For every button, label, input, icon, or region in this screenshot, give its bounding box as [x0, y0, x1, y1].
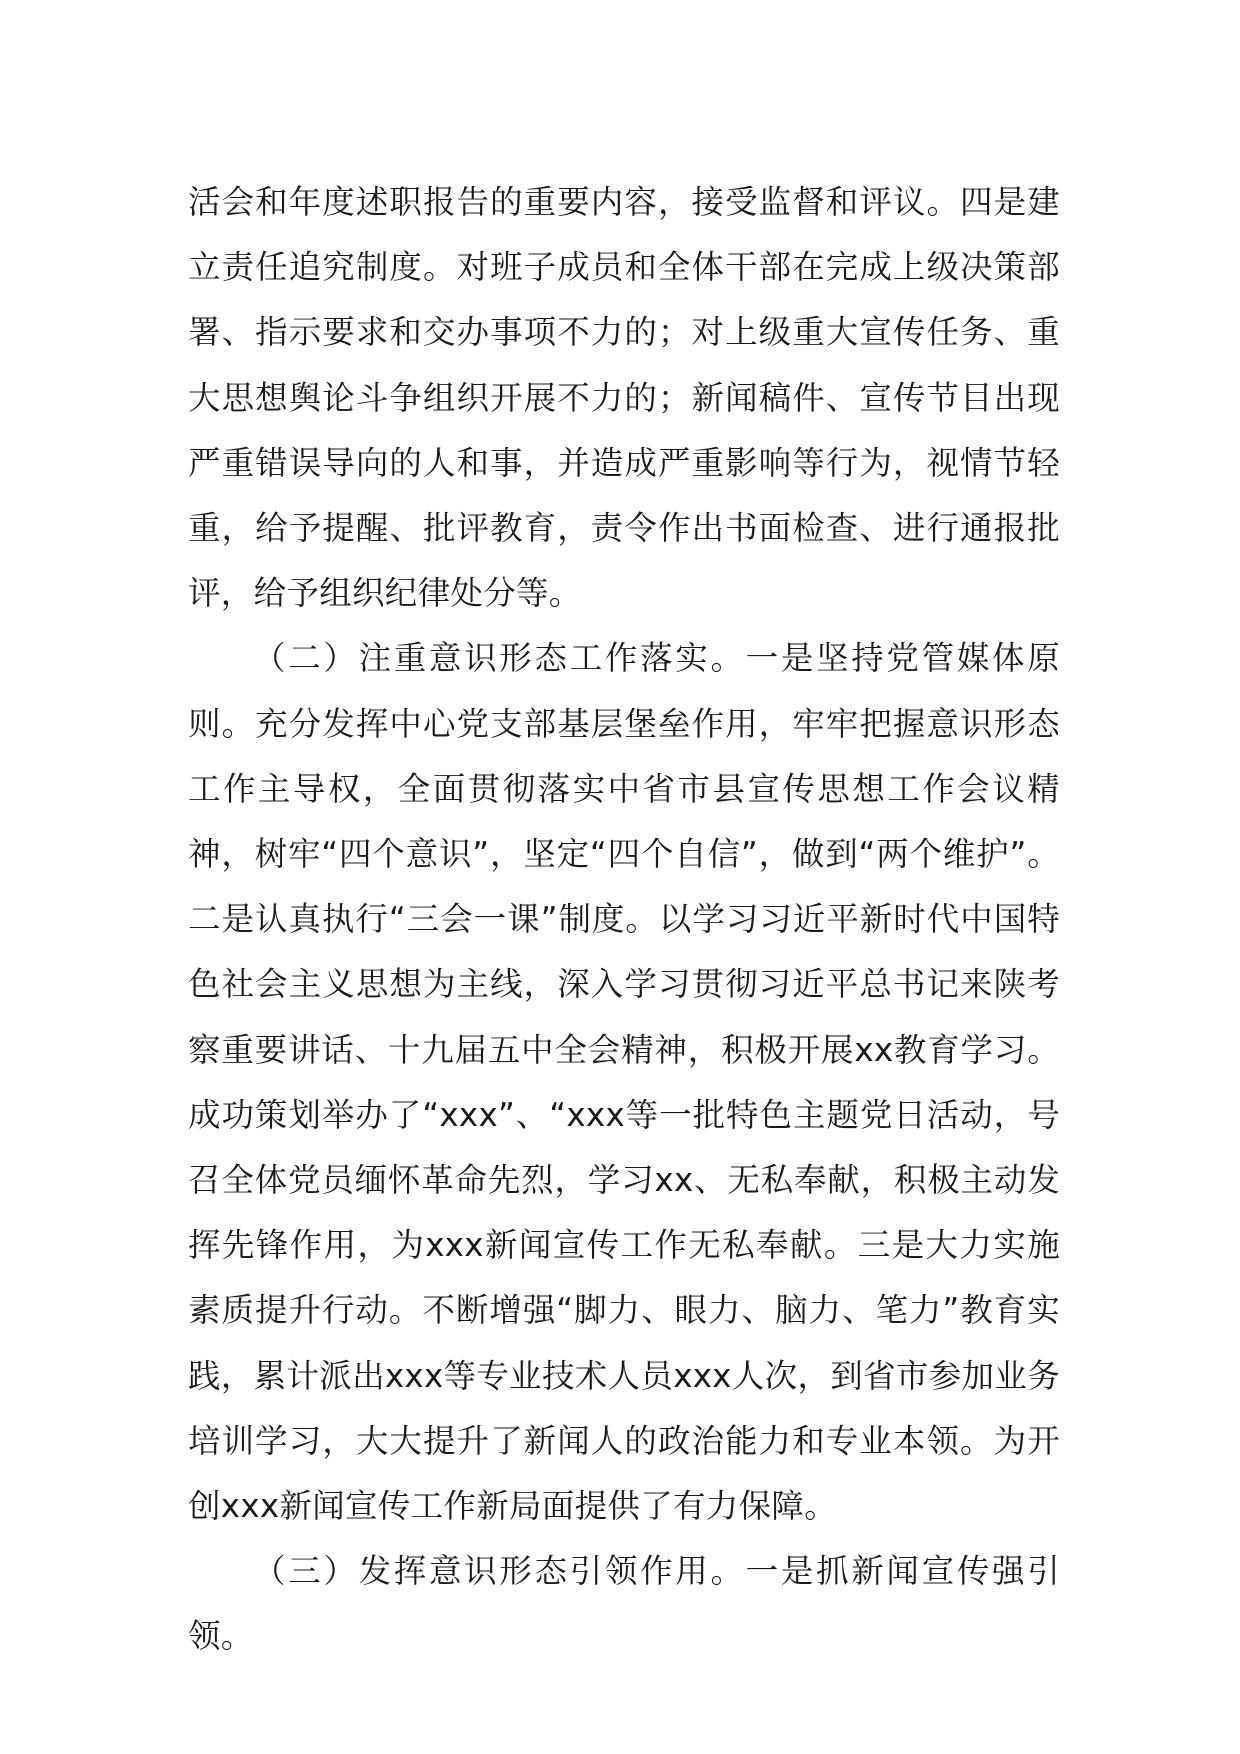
paragraph-2: （二）注重意识形态工作落实。一是坚持党管媒体原则。充分发挥中心党支部基层堡垒作用，牢牢把握意识形态工作主导权，全面贯彻落实中省市县宣传思想工作会议精神，树牢“四个意识”，坚定“四个自信”，做到“两个维护”。二是认真执行“三会一课”制度。以学习习近平新时代中国特色社会主义思想为主线，深入学习贯彻习近平总书记来陕考察重要讲话、十九届五中全会精神，积极开展xx教育学习。成功策划举办了“xxx”、“xxx等一批特色主题党日活动，号召全体党员缅怀革命先烈，学习xx、无私奉献，积极主动发挥先锋作用，为xxx新闻宣传工作无私奉献。三是大力实施素质提升行动。不断增强“脚力、眼力、脑力、笔力”教育实践，累计派出xxx等专业技术人员xxx人次，到省市参加业务培训学习，大大提升了新闻人的政治能力和专业本领。为开创xxx新闻宣传工作新局面提供了有力保障。	[188, 639, 1060, 1526]
paragraph-1: 活会和年度述职报告的重要内容，接受监督和评议。四是建立责任追究制度。对班子成员和全体干部在完成上级决策部署、指示要求和交办事项不力的；对上级重大宣传任务、重大思想舆论斗争组织开展不力的；新闻稿件、宣传节目出现严重错误导向的人和事，并造成严重影响等行为，视情节轻重，给予提醒、批评教育，责令作出书面检查、进行通报批评，给予组织纪律处分等。	[188, 183, 1060, 613]
document-body	[188, 170, 1060, 1670]
paragraph-3: （三）发挥意识形态引领作用。一是抓新闻宣传强引领。	[188, 1552, 1060, 1656]
